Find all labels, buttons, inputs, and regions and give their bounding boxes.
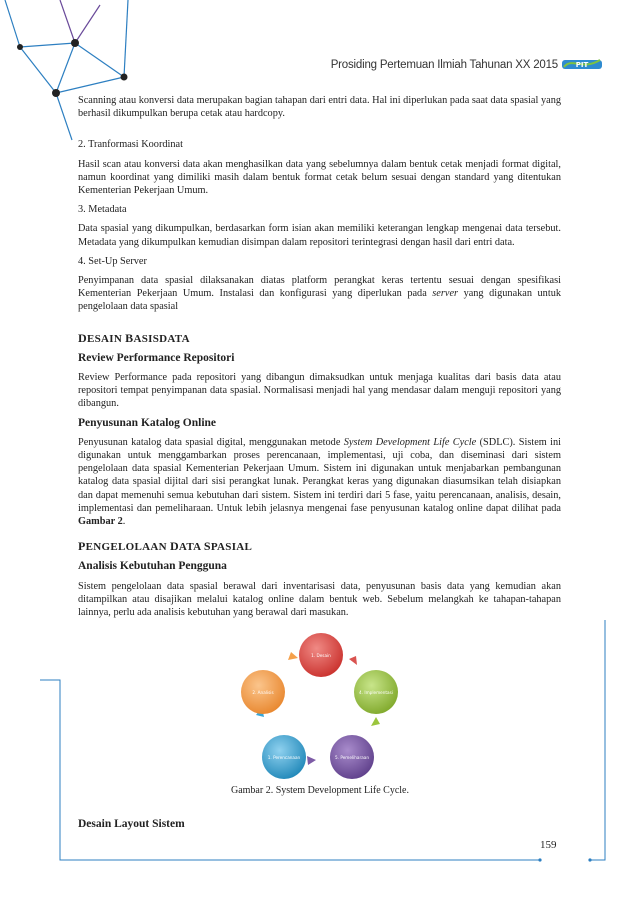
sdlc-circle-implementasi <box>354 670 398 714</box>
page-number: 159 <box>540 839 557 851</box>
heading-metadata: 3. Metadata <box>78 204 127 216</box>
subheading-review-performance: Review Performance Repositori <box>78 351 235 364</box>
conference-logo <box>562 57 602 71</box>
paragraph-analisis-kebutuhan: Sistem pengelolaan data spasial berawal dari inventarisasi data, penyusunan basis data yang kemudian akan ditampilkan atau disajikan melalui katalog online dalam bentuk web. Sebelum melangkah ke tahapan-tahapan lainnya, perlu ada analisis kebutuhan yang berawal dari masukan. <box>78 580 561 619</box>
heading-setup-server: 4. Set-Up Server <box>78 255 147 267</box>
section-desain-basisdata: DESAIN BASISDATA <box>78 330 190 345</box>
svg-text:2. Analisis: 2. Analisis <box>252 690 274 695</box>
heading-tranformasi: 2. Tranformasi Koordinat <box>78 139 183 151</box>
sdlc-circle-desain <box>299 633 343 677</box>
svg-text:4. Implementasi: 4. Implementasi <box>359 690 393 695</box>
cycle-arrow-1 <box>349 656 357 665</box>
running-header: Prosiding Pertemuan Ilmiah Tahunan XX 2015 <box>330 59 558 71</box>
svg-text:1. Perencanaan: 1. Perencanaan <box>267 755 301 760</box>
main-content <box>78 94 561 619</box>
paragraph-setup-server: Penyimpanan data spasial dilaksanakan diatas platform perangkat keras tertentu sesuai dengan spesifikasi Kementerian Pekerjaan Umum. Instalasi dan konfigurasi yang diperlukan pada server yang digunakan untuk pengelolaan data spasial <box>78 275 561 313</box>
subheading-katalog-online: Penyusunan Katalog Online <box>78 416 217 429</box>
svg-text:5. Pemeliharaan: 5. Pemeliharaan <box>335 755 369 760</box>
subheading-desain-layout: Desain Layout Sistem <box>78 818 185 830</box>
subheading-analisis-kebutuhan: Analisis Kebutuhan Pengguna <box>78 560 227 573</box>
cycle-arrow-3 <box>307 756 316 765</box>
cycle-arrow-2 <box>371 717 380 726</box>
sdlc-circle-pemeliharaan <box>330 735 374 779</box>
svg-text:1. Desain: 1. Desain <box>311 653 331 658</box>
paragraph-tranformasi: Hasil scan atau konversi data akan menghasilkan data yang sebelumnya dalam bentuk cetak menjadi format digital, namun koordinat yang dimiliki masih dalam bentuk format cetak belum sesuai dengan standard yang ditentukan Kementerian Pekerjaan Umum. <box>78 158 561 197</box>
paragraph-katalog-online: Penyusunan katalog data spasial digital, menggunakan metode System Development Life Cycle (SDLC). Sistem ini digunakan untuk menggambarkan proses perencanaan, implementasi, uji coba, dan diseminasi dari sistem pengelolaan data spasial Kementerian Pekerjaan Umum. Sistem ini digunakan untuk menjabarkan pembangunan katalog data spasial dijital dari sisi perangkat lunak. Perangkat keras yang digunakan diasumsikan telah disiapkan dan dapat memenuhi semua kebutuhan dari sistem. Sistem ini terdiri dari 5 fase, yaitu perencanaan, analisis, desain, implementasi dan pemeliharaan. Untuk lebih jelasnya mengenai fase penyusunan katalog online dapat dilihat pada Gambar 2. <box>78 436 562 528</box>
sdlc-diagram <box>226 632 416 782</box>
paragraph-metadata: Data spasial yang dikumpulkan, berdasarkan form isian akan memiliki keterangan lengkap mengenai data tersebut. Metadata yang dikumpulkan kemudian disimpan dalam repositori terintegrasi dengan hasil dari entri data. <box>78 223 561 248</box>
figure-caption: Gambar 2. System Development Life Cycle. <box>230 785 409 796</box>
svg-text:PIT: PIT <box>575 61 589 69</box>
cycle-arrow-5 <box>288 652 298 660</box>
paragraph-scanning: Scanning atau konversi data merupakan bagian tahapan dari entri data. Hal ini diperlukan pada saat data spasial yang berhasil dikumpulkan berupa cetak atau hardcopy. <box>78 95 561 120</box>
sdlc-circle-analisis <box>241 670 285 714</box>
paragraph-review-performance: Review Performance pada repositori yang dibangun dimaksudkan untuk menjaga kualitas dari basis data atau repositori tempat penyimpanan data spasial. Normalisasi menjadi hal yang mendasar dalam menguji repositori yang dibangun. <box>78 372 561 410</box>
sdlc-circle-perencanaan <box>262 735 306 779</box>
section-pengelolaan-data-spasial: PENGELOLAAN DATA SPASIAL <box>78 539 253 554</box>
